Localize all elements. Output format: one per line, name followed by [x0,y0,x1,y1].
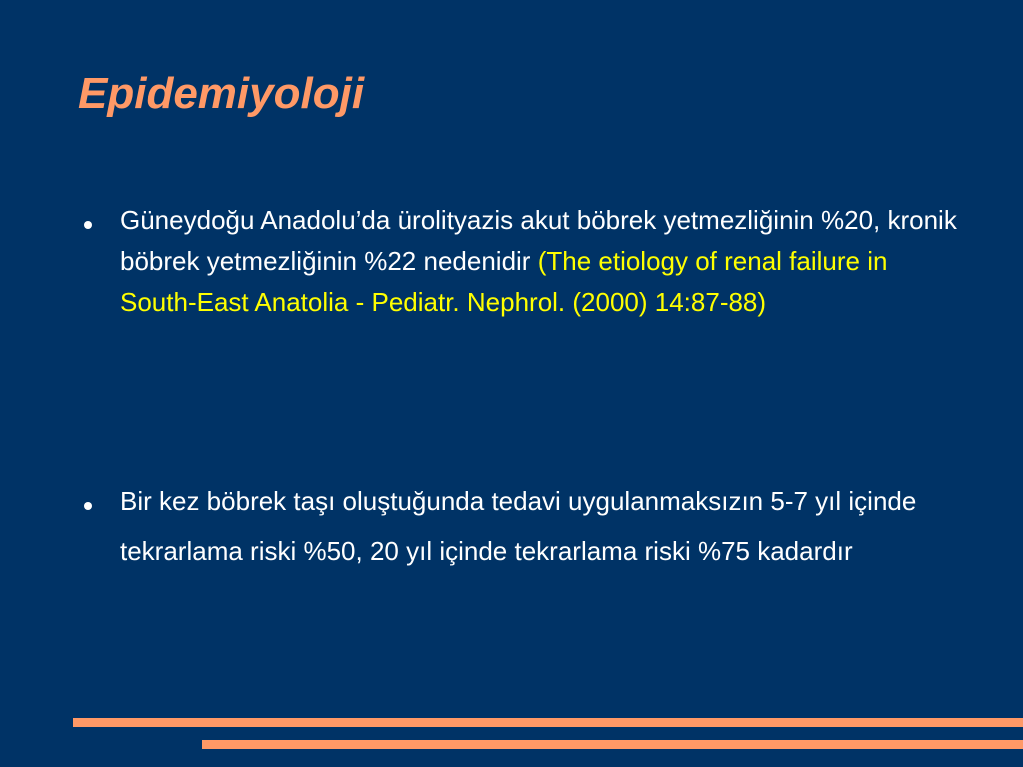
accent-rule-bottom [202,740,1023,749]
bullet-body-text: Bir kez böbrek taşı oluştuğunda tedavi uygulanmaksızın 5-7 yıl içinde tekrarlama riski %50, 20 yıl içinde tekrarlama riski %75 kadardır [120,486,917,566]
bullet-dot-icon [84,221,92,229]
bullet-citation: (The etiology of renal failure in South-East Anatolia - Pediatr. Nephrol. (2000) 14:87-88) [120,246,888,317]
slide-title: Epidemiyoloji [78,69,365,118]
bullet-dot-icon [84,502,92,510]
bullet-body-text: Güneydoğu Anadolu’da ürolityazis akut böbrek yetmezliğinin %20, kronik böbrek yetmezliğinin %22 nedenidir [120,205,957,276]
accent-rule-top [73,718,1023,727]
bullet-text [120,200,970,323]
